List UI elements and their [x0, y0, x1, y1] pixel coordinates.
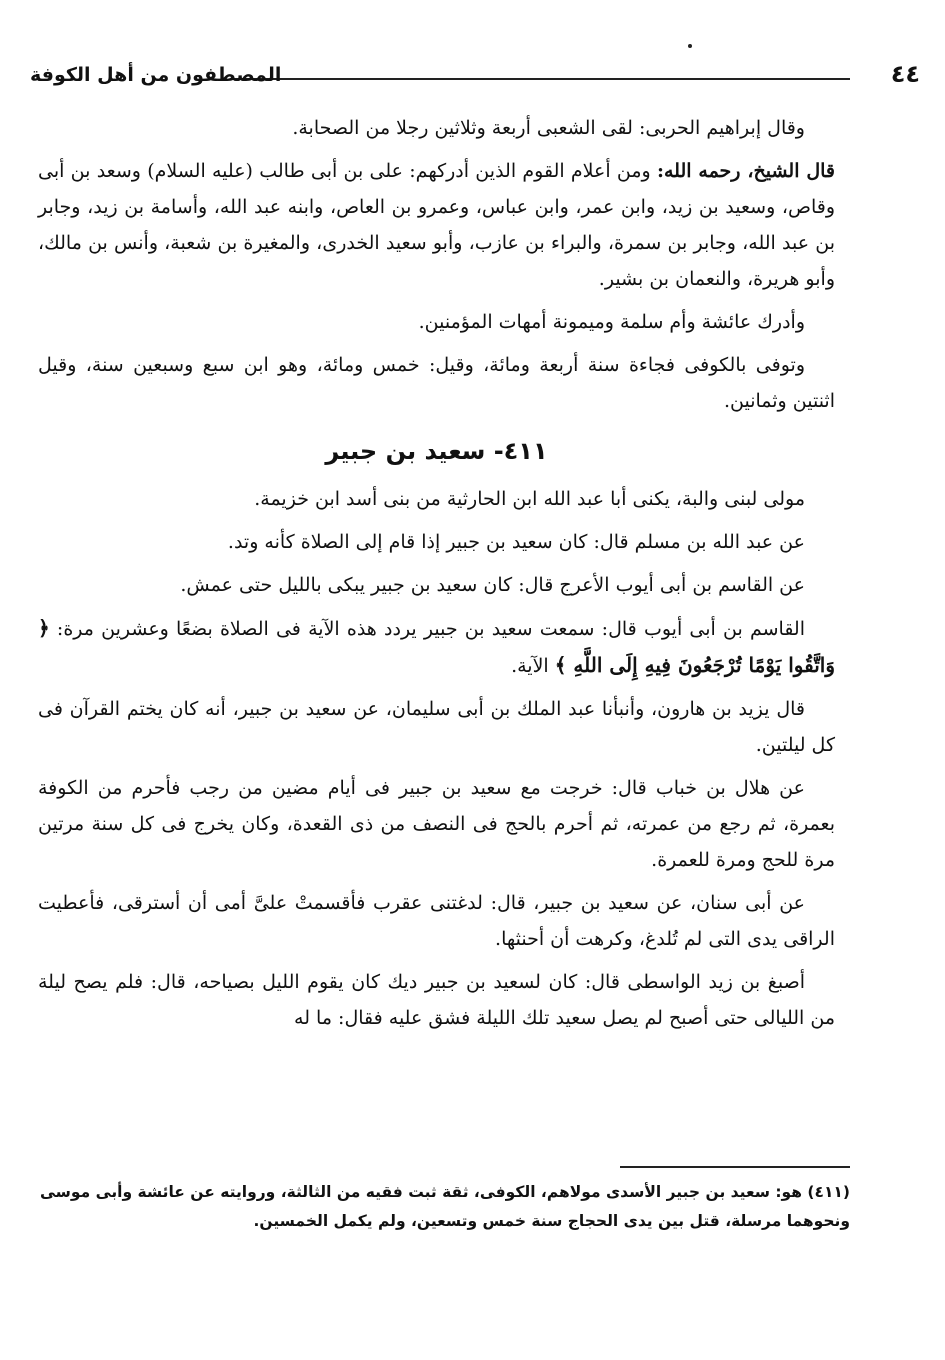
paragraph: عن هلال بن خباب قال: خرجت مع سعيد بن جبير فى أيام مضين من رجب فأحرم من الكوفة بعمرة، ثم رجع من عمرته، ثم أحرم بالحج فى النصف من ذى القعدة، وكان يخرج فى كل سنة مرتين مرة للحج ومرة للعمرة.: [38, 777, 835, 871]
section-heading: ٤١١- سعيد بن جبير: [325, 437, 548, 465]
header-rule: [230, 78, 850, 80]
main-text: [38, 110, 835, 1043]
paragraph-text: الآية.: [511, 655, 555, 677]
bold-lead: قال الشيخ، رحمه الله:: [656, 160, 835, 182]
paragraph: عن أبى سنان، عن سعيد بن جبير، قال: لدغتنى عقرب فأقسمتْ علىَّ أمى أن أسترقى، فأعطيت الراقى يدى التى لم تُلدغ، وكرهت أن أحنثها.: [38, 892, 835, 950]
page-mark: [688, 44, 692, 48]
quran-verse: ﴿ وَاتَّقُوا يَوْمًا تُرْجَعُونَ فِيهِ إِلَى اللَّهِ ﴾: [38, 616, 835, 677]
running-title: المصطفون من أهل الكوفة: [30, 64, 282, 86]
paragraph: قال يزيد بن هارون، وأنبأنا عبد الملك بن أبى سليمان، عن سعيد بن جبير، أنه كان يختم القرآن فى كل ليلتين.: [38, 698, 835, 756]
paragraph: وقال إبراهيم الحربى: لقى الشعبى أربعة وثلاثين رجلا من الصحابة.: [292, 117, 805, 139]
paragraph-text: ومن أعلام القوم الذين أدركهم: على بن أبى طالب (عليه السلام) وسعد بن أبى وقاص، وسعيد بن زيد، وابن عمر، وابن عباس، وعمرو بن العاص، وابنه عبد الله، وأسامة بن زيد، وجابر بن عبد الله، وجابر بن سمرة، والبراء بن عازب، وأبو سعيد الخدرى، والمغيرة بن شعبة، وأنس بن مالك، وأبو هريرة، والنعمان بن بشير.: [38, 160, 835, 290]
paragraph: [38, 153, 835, 297]
paragraph-text: القاسم بن أبى أيوب قال: سمعت سعيد بن جبير يردد هذه الآية فى الصلاة بضعًا وعشرين مرة:: [49, 618, 805, 640]
paragraph: [38, 610, 835, 684]
page-number: ٤٤: [890, 60, 920, 88]
footnote-text: (٤١١) هو: سعيد بن جبير الأسدى مولاهم، الكوفى، ثقة ثبت فقيه من الثالثة، وروايته عن عائشة وأبى موسى ونحوهما مرسلة، قتل بين يدى الحجاج سنة خمس وتسعين، ولم يكمل الخمسين.: [40, 1183, 850, 1230]
paragraph: أصبغ بن زيد الواسطى قال: كان لسعيد بن جبير ديك كان يقوم الليل بصياحه، قال: فلم يصح ليلة من الليالى حتى أصبح لم يصل سعيد تلك الليلة فشق عليه فقال: ما له: [38, 971, 835, 1029]
paragraph: وتوفى بالكوفى فجاءة سنة أربعة ومائة، وقيل: خمس ومائة، وهو ابن سبع وسبعين سنة، وقيل اثنتين وثمانين.: [38, 354, 835, 412]
paragraph: مولى لبنى والبة، يكنى أبا عبد الله ابن الحارثية من بنى أسد ابن خزيمة.: [254, 488, 805, 510]
paragraph: عن عبد الله بن مسلم قال: كان سعيد بن جبير إذا قام إلى الصلاة كأنه وتد.: [227, 531, 805, 553]
page-header: [30, 60, 920, 100]
footnote-rule: [620, 1166, 850, 1168]
paragraph: عن القاسم بن أبى أيوب الأعرج قال: كان سعيد بن جبير يبكى بالليل حتى عمش.: [180, 574, 805, 596]
paragraph: وأدرك عائشة وأم سلمة وميمونة أمهات المؤمنين.: [418, 311, 805, 333]
footnote: [40, 1178, 850, 1236]
